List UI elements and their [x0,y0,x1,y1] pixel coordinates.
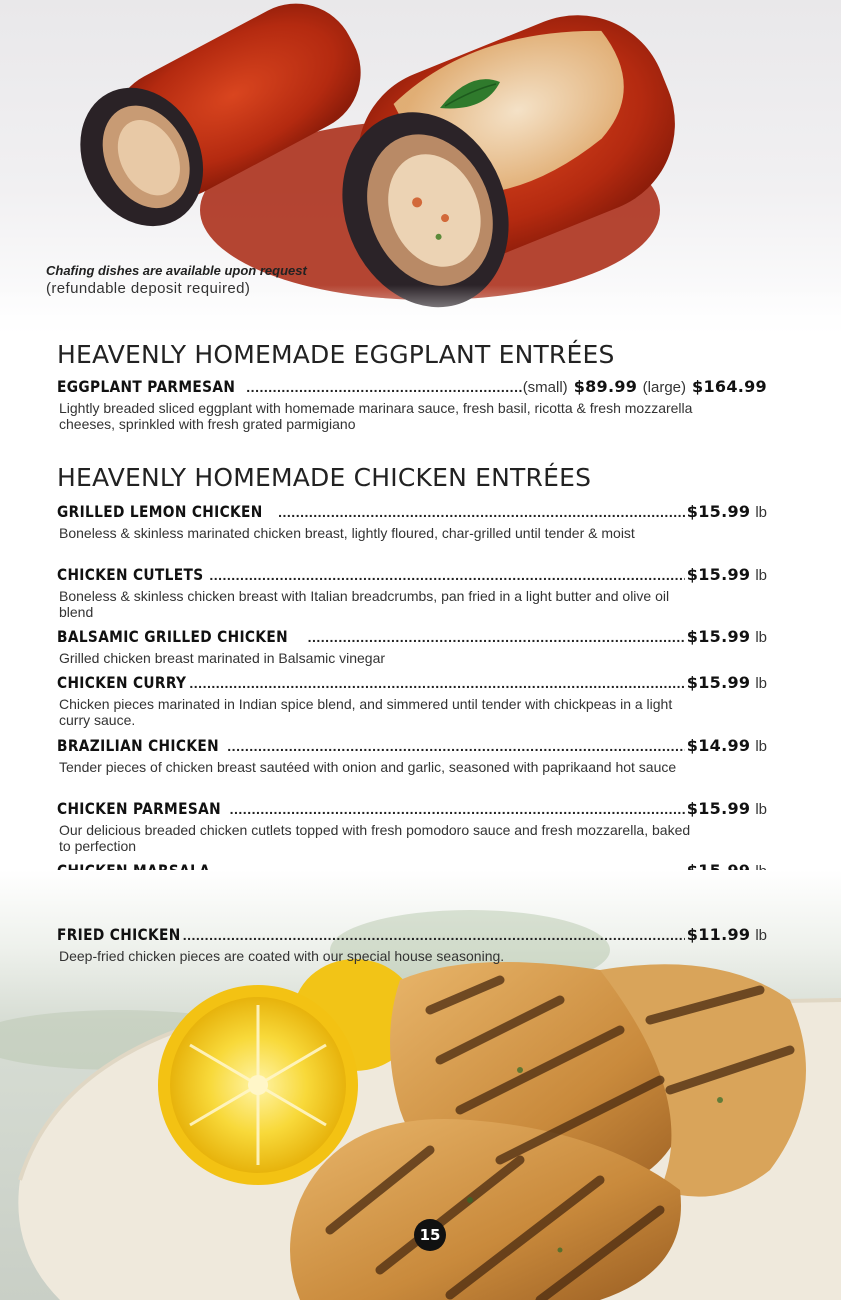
item-price: $11.99 [686,925,751,944]
item-price: $15.99 [686,502,751,521]
price-unit: lb [755,738,767,755]
price-unit: lb [755,801,767,818]
item-description: Chicken pieces marinated in Indian spice blend, and simmered until tender with chickpeas in a light curry sauce. [59,696,673,728]
item-name: BRAZILIAN CHICKEN [57,736,219,755]
dot-leader [209,567,684,583]
dot-leader [189,675,684,691]
menu-item-chicken-parmesan [57,799,767,854]
note-line-2: (refundable deposit required) [46,280,251,297]
chicken-section-title: HEAVENLY HOMEMADE CHICKEN ENTRÉES [57,463,592,492]
menu-item-chicken-cutlets [57,565,767,620]
item-price: $15.99 [686,799,751,818]
item-name: FRIED CHICKEN [57,925,181,944]
note-line-1: Chafing dishes are available upon request [46,263,307,278]
menu-item-grilled-lemon-chicken [57,502,767,541]
dot-leader [183,927,685,943]
menu-item-fried-chicken [57,925,767,964]
menu-item-eggplant-parmesan [57,377,767,432]
item-description: Our delicious breaded chicken cutlets topped with fresh pomodoro sauce and fresh mozzarella, baked to perfection [59,822,691,854]
price-unit: lb [755,927,767,944]
item-price: $15.99 [686,627,751,646]
item-name: EGGPLANT PARMESAN [57,377,236,396]
large-price: $164.99 [692,377,767,396]
item-name: CHICKEN CURRY [57,673,187,692]
dot-leader [246,379,522,395]
menu-item-balsamic-grilled-chicken [57,627,767,666]
menu-item-chicken-curry [57,673,767,728]
item-name: GRILLED LEMON CHICKEN [57,502,263,521]
item-description: Deep-fried chicken pieces are coated with our special house seasoning. [59,948,505,964]
item-price: $15.99 [686,565,751,584]
item-description: Grilled chicken breast marinated in Balsamic vinegar [59,650,386,666]
small-price: $89.99 [573,377,638,396]
item-name: CHICKEN CUTLETS [57,565,204,584]
item-name: BALSAMIC GRILLED CHICKEN [57,627,288,646]
item-price: $14.99 [686,736,751,755]
page-number-badge: 15 [414,1219,446,1251]
price-unit: lb [755,675,767,692]
chafing-dish-note [46,262,307,298]
item-description: Boneless & skinless chicken breast with Italian breadcrumbs, pan fried in a light butter and olive oil blend [59,588,670,620]
price-unit: lb [755,629,767,646]
item-description: Boneless & skinless marinated chicken breast, lightly floured, char-grilled until tender & moist [59,525,635,541]
dot-leader [308,629,685,645]
dot-leader [278,504,685,520]
dot-leader [227,738,684,754]
price-unit: lb [755,567,767,584]
eggplant-section-title: HEAVENLY HOMEMADE EGGPLANT ENTRÉES [57,340,615,369]
item-description: Tender pieces of chicken breast sautéed with onion and garlic, seasoned with paprikaand hot sauce [59,759,677,775]
item-price: $15.99 [686,673,751,692]
small-size-label: (small) [522,379,568,396]
eggplant-photo [0,0,841,345]
item-name: CHICKEN PARMESAN [57,799,221,818]
dot-leader [230,801,685,817]
large-size-label: (large) [642,379,687,396]
price-unit: lb [755,504,767,521]
item-description: Lightly breaded sliced eggplant with homemade marinara sauce, fresh basil, ricotta & fresh mozzarella cheeses, sprinkled with fresh grated parmigiano [59,400,693,432]
menu-item-brazilian-chicken [57,736,767,775]
